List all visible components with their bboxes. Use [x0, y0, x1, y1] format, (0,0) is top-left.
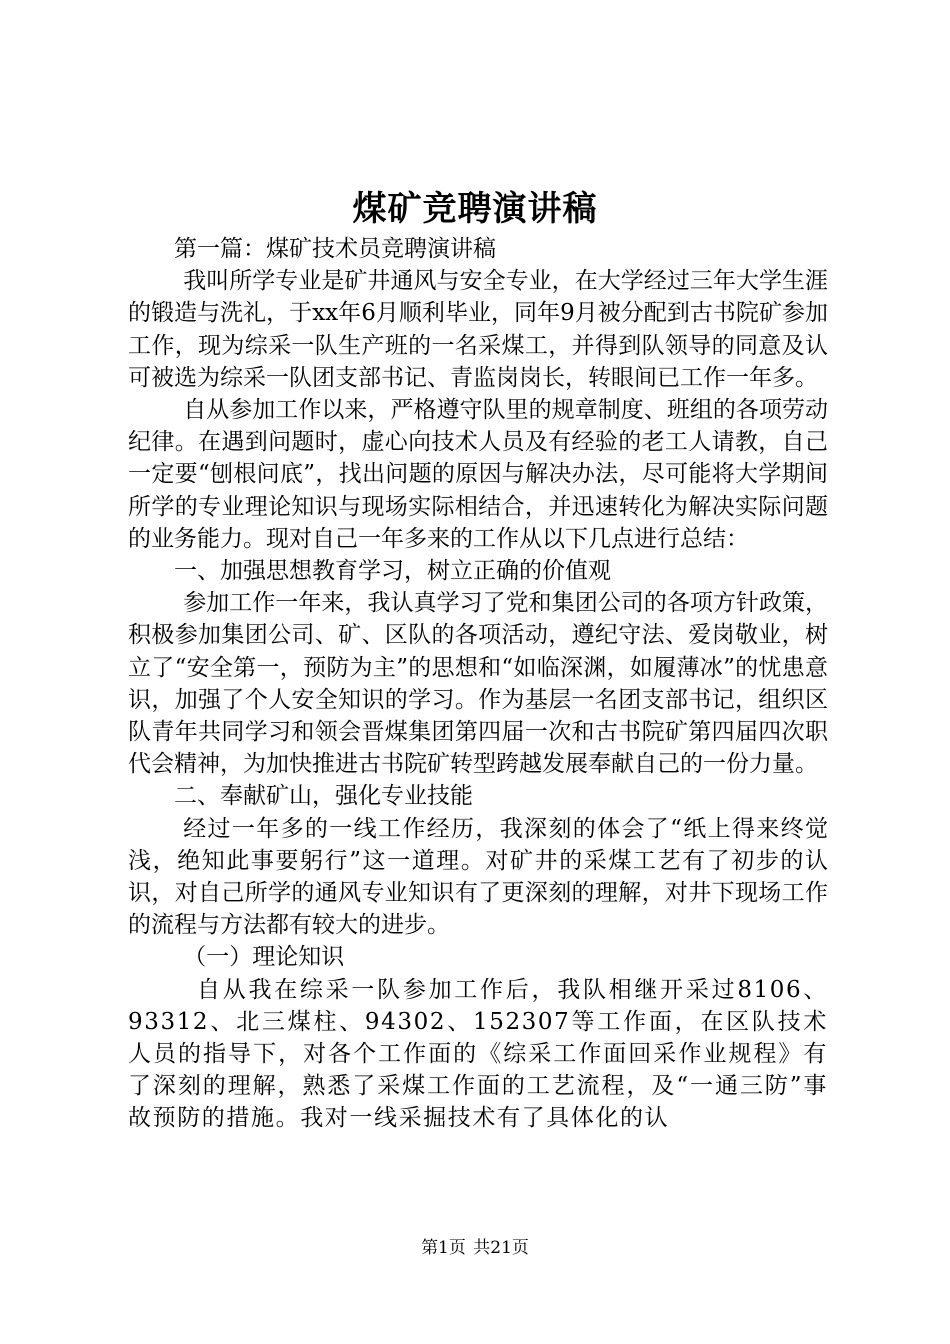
- section-heading: 二、奉献矿山，强化专业技能: [174, 783, 473, 810]
- body-paragraph: 经过一年多的一线工作经历，我深刻的体会了“纸上得来终觉浅，绝知此事要躬行”这一道理。对矿井的采煤工艺有了初步的认识，对自己所学的通风专业知识有了更深刻的理解，对井下现场工作的流程与方法都有较大的进步。: [128, 815, 828, 939]
- section-heading: 第一篇：煤矿技术员竞聘演讲稿: [174, 236, 496, 262]
- body-paragraph: 自从参加工作以来，严格遵守队里的规章制度、班组的各项劳动纪律。在遇到问题时，虚心向技术人员及有经验的老工人请教，自己一定要“刨根问底”，找出问题的原因与解决办法，尽可能将大学期间所学的专业理论知识与现场实际相结合，并迅速转化为解决实际问题的业务能力。现对自己一年多来的工作从以下几点进行总结：: [128, 397, 828, 552]
- page-number-footer: 第1页 共21页: [421, 1238, 529, 1258]
- section-heading: 一、加强思想教育学习，树立正确的价值观: [174, 558, 611, 585]
- document-title: 煤矿竞聘演讲稿: [352, 189, 598, 229]
- body-paragraph: 参加工作一年来，我认真学习了党和集团公司的各项方针政策，积极参加集团公司、矿、区队的各项活动，遵纪守法、爱岗敬业，树立了“安全第一，预防为主”的思想和“如临深渊，如履薄冰”的忧患意识，加强了个人安全知识的学习。作为基层一名团支部书记，组织区队青年共同学习和领会晋煤集团第四届一次和古书院矿第四届四次职代会精神，为加快推进古书院矿转型跨越发展奉献自己的一份力量。: [128, 590, 828, 778]
- body-paragraph: 自从我在综采一队参加工作后，我队相继开采过8106、93312、北三煤柱、94302、152307等工作面，在区队技术人员的指导下，对各个工作面的《综采工作面回采作业规程》有了深刻的理解，熟悉了采煤工作面的工艺流程，及“一通三防”事故预防的措施。我对一线采掘技术有了具体化的认: [128, 976, 828, 1132]
- document-body: [128, 233, 828, 1135]
- subsection-heading: （一）理论知识: [183, 944, 345, 971]
- body-paragraph: 我叫所学专业是矿井通风与安全专业，在大学经过三年大学生涯的锻造与洗礼，于xx年6月顺利毕业，同年9月被分配到古书院矿参加工作，现为综采一队生产班的一名采煤工，并得到队领导的同意及认可被选为综采一队团支部书记、青监岗岗长，转眼间已工作一年多。: [128, 268, 828, 391]
